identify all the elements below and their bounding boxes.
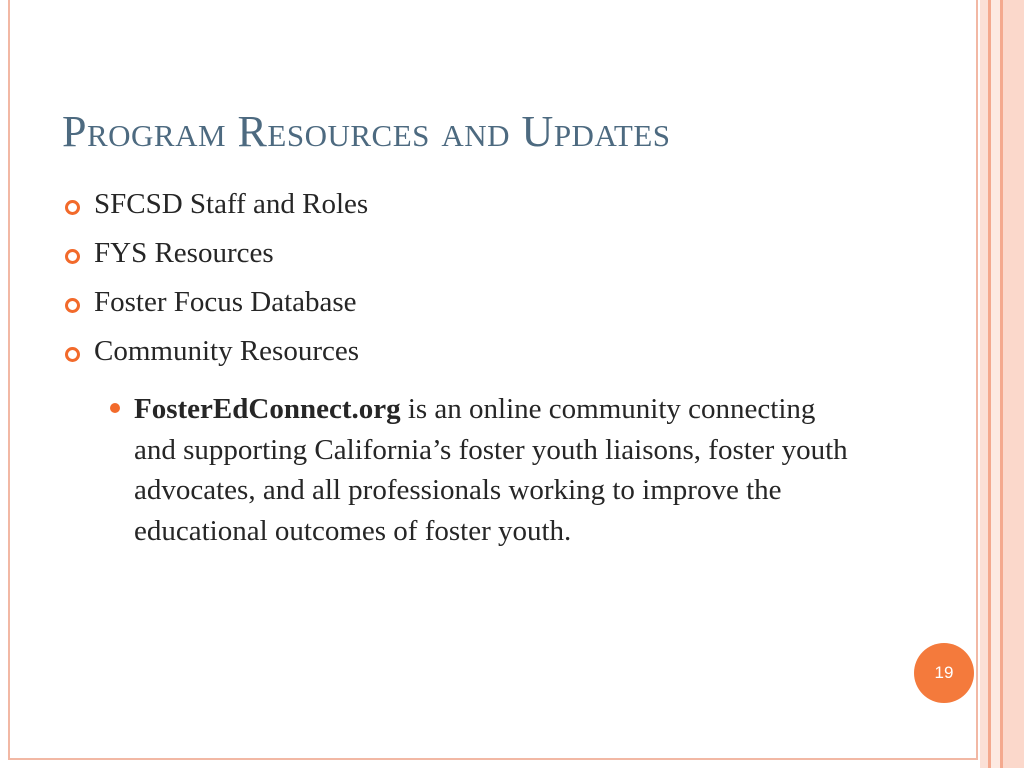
ring-bullet-icon [65, 347, 80, 362]
bullet-text: Community Resources [94, 335, 360, 367]
slide-title: Program Resources and Updates [62, 107, 671, 156]
bullet-item [62, 186, 942, 222]
decorative-stripe [1003, 0, 1024, 768]
website-name: FosterEdConnect.org [134, 393, 401, 425]
ring-bullet-icon [65, 298, 80, 313]
decorative-stripe [980, 0, 988, 768]
page-number: 19 [934, 663, 954, 682]
bullet-item [62, 235, 942, 271]
bullet-list [62, 186, 942, 382]
ring-bullet-icon [65, 249, 80, 264]
page-number-badge [914, 643, 974, 703]
sub-bullet-list [110, 389, 855, 551]
dot-bullet-icon [110, 403, 120, 413]
ring-bullet-icon [65, 200, 80, 215]
bullet-text: FYS Resources [94, 237, 274, 269]
bullet-text: SFCSD Staff and Roles [94, 188, 369, 220]
bullet-item [62, 333, 942, 369]
decorative-stripe [991, 0, 1000, 768]
bullet-item [62, 284, 942, 320]
bullet-text: Foster Focus Database [94, 286, 357, 318]
sub-bullet-text: is an online community connecting and supporting California’s foster youth liaisons, foster youth advocates, and all professionals working to improve the educational outcomes of foster youth. [134, 393, 848, 547]
sub-bullet-item [110, 389, 855, 551]
